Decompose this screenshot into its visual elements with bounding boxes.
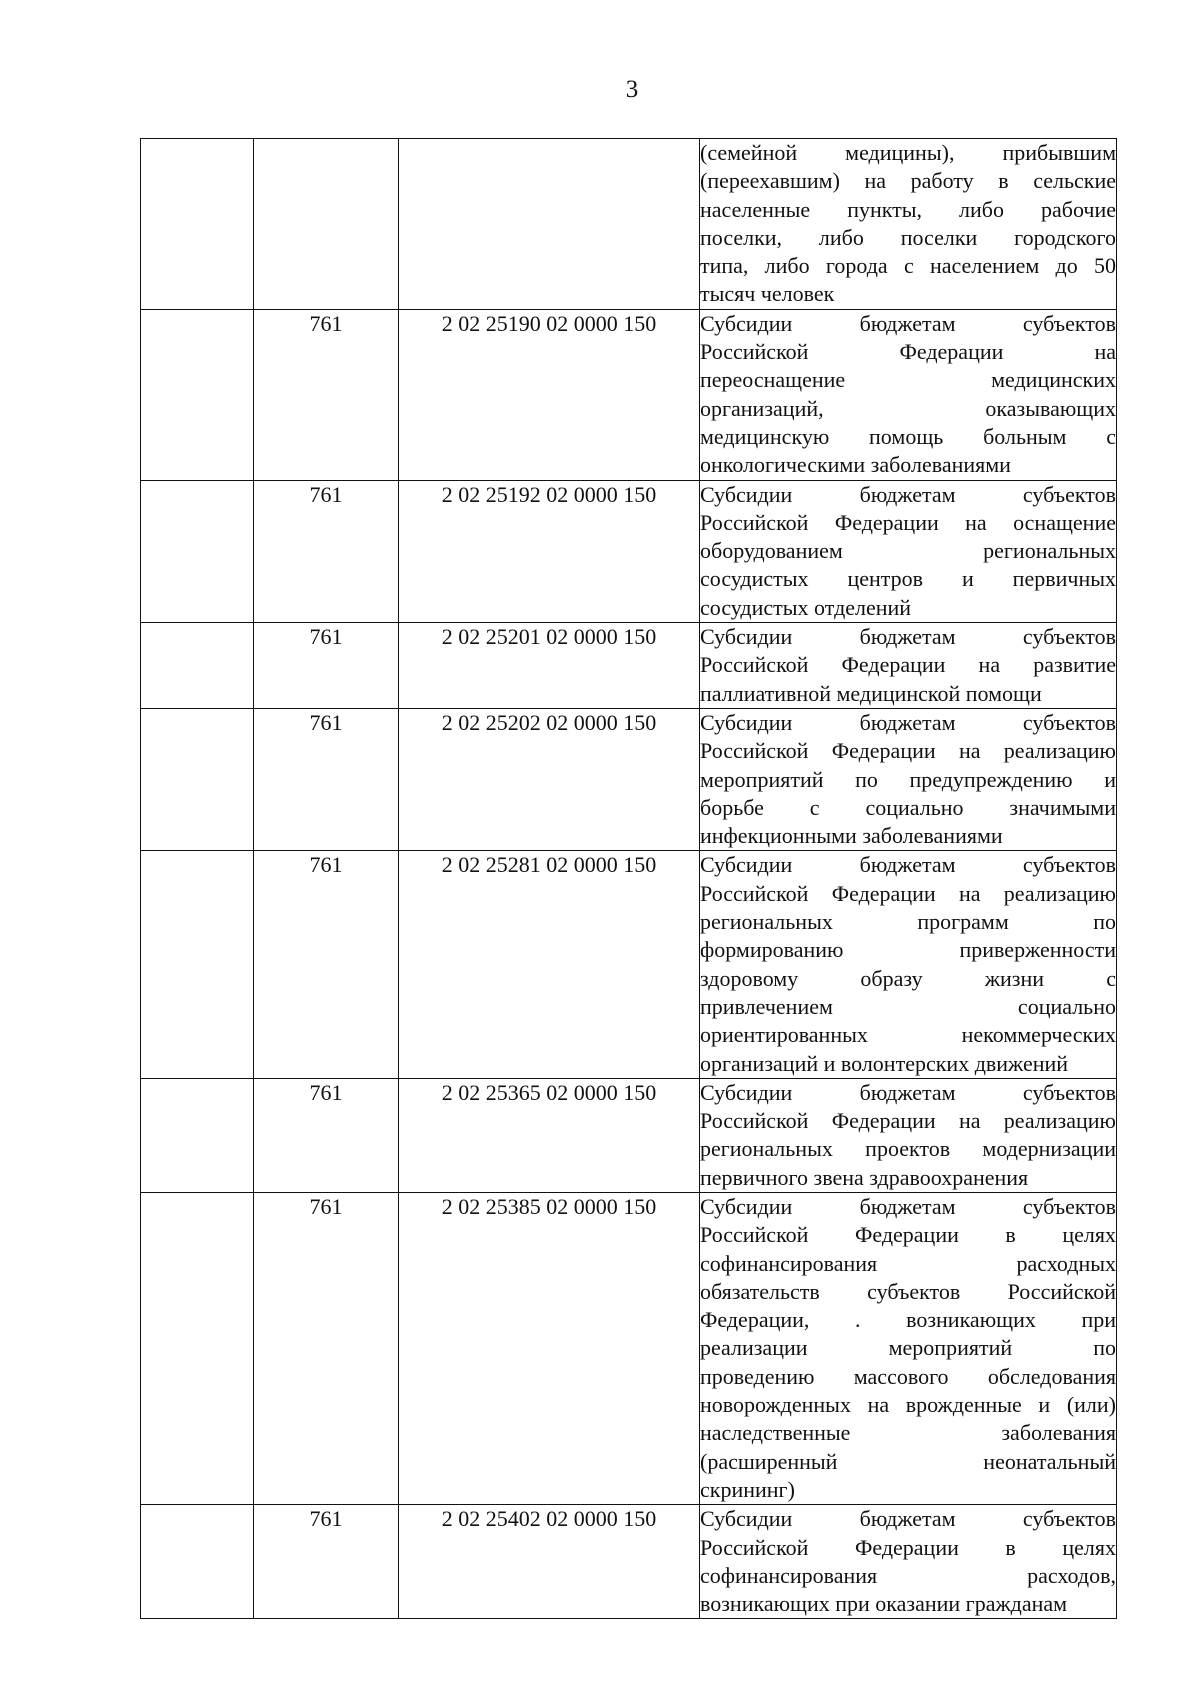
income-name-line: организаций и волонтерских движений [700, 1050, 1069, 1076]
income-name-line: Субсидии бюджетам субъектов [700, 310, 1116, 336]
income-name-line: сосудистых отделений [700, 594, 912, 620]
budget-code-cell [399, 139, 700, 310]
income-name-line: Субсидии бюджетам субъектов [700, 1193, 1116, 1219]
income-name-line: населенные пункты, либо рабочие [700, 196, 1116, 222]
income-name-cell [700, 139, 1117, 310]
income-name-line: медицинскую помощь больным с [700, 423, 1116, 449]
income-name-line: инфекционными заболеваниями [700, 823, 1003, 849]
income-name-line: Российской Федерации в целях [700, 1222, 1116, 1248]
empty-cell [141, 1505, 254, 1619]
income-name-line: новорожденных на врожденные и (или) [700, 1392, 1116, 1418]
income-name-line: мероприятий по предупреждению и [700, 766, 1116, 792]
income-name-line: Федерации, . возникающих при [700, 1307, 1116, 1333]
income-name-cell [700, 851, 1117, 1078]
table-row [141, 623, 1117, 709]
income-name-line: проведению массового обследования [700, 1363, 1116, 1389]
budget-code-cell: 2 02 25190 02 0000 150 [399, 309, 700, 480]
income-name-line: возникающих при оказании гражданам [700, 1591, 1068, 1617]
income-name-line: борьбе с социально значимыми [700, 794, 1116, 820]
admin-code-cell: 761 [254, 708, 399, 850]
income-name-line: формированию приверженности [700, 937, 1116, 963]
income-name-line: переоснащение медицинских [700, 367, 1116, 393]
empty-cell [141, 139, 254, 310]
income-name-line: Субсидии бюджетам субъектов [700, 1079, 1116, 1105]
income-name-cell [700, 1505, 1117, 1619]
admin-code-cell: 761 [254, 1192, 399, 1504]
income-name-line: Российской Федерации на реализацию [700, 880, 1116, 906]
income-name-cell [700, 1192, 1117, 1504]
table-row [141, 1078, 1117, 1192]
income-name-line: онкологическими заболеваниями [700, 452, 1011, 478]
income-name-line: поселки, либо поселки городского [700, 224, 1116, 250]
admin-code-cell: 761 [254, 623, 399, 709]
income-name-line: софинансирования расходных [700, 1250, 1116, 1276]
empty-cell [141, 480, 254, 622]
income-name-cell [700, 309, 1117, 480]
empty-cell [141, 1192, 254, 1504]
budget-code-cell: 2 02 25281 02 0000 150 [399, 851, 700, 1078]
admin-code-cell: 761 [254, 480, 399, 622]
income-name-line: (расширенный неонатальный [700, 1448, 1116, 1474]
income-name-line: первичного звена здравоохранения [700, 1164, 1029, 1190]
budget-code-cell: 2 02 25202 02 0000 150 [399, 708, 700, 850]
empty-cell [141, 309, 254, 480]
empty-cell [141, 851, 254, 1078]
income-name-line: Субсидии бюджетам субъектов [700, 709, 1116, 735]
income-name-line: (семейной медицины), прибывшим [700, 140, 1116, 165]
income-name-line: скрининг) [700, 1476, 795, 1502]
income-name-line: Российской Федерации на реализацию [700, 738, 1116, 764]
table-row [141, 309, 1117, 480]
income-name-line: наследственные заболевания [700, 1420, 1116, 1446]
table-row [141, 139, 1117, 310]
budget-code-cell: 2 02 25385 02 0000 150 [399, 1192, 700, 1504]
income-name-line: Российской Федерации на [700, 339, 1116, 365]
income-name-line: (переехавшим) на работу в сельские [700, 168, 1116, 194]
income-name-line: Субсидии бюджетам субъектов [700, 852, 1116, 878]
income-name-line: Российской Федерации на реализацию [700, 1108, 1116, 1134]
table-row [141, 1505, 1117, 1619]
income-name-line: Субсидии бюджетам субъектов [700, 624, 1116, 650]
income-name-cell [700, 480, 1117, 622]
admin-code-cell [254, 139, 399, 310]
table-row [141, 708, 1117, 850]
income-name-line: Российской Федерации на оснащение [700, 509, 1116, 535]
income-name-line: ориентированных некоммерческих [700, 1022, 1116, 1048]
income-name-line: паллиативной медицинской помощи [700, 680, 1042, 706]
income-name-line: софинансирования расходов, [700, 1562, 1116, 1588]
income-codes-table [140, 138, 1117, 1619]
income-name-line: типа, либо города с населением до 50 [700, 253, 1116, 279]
income-name-line: Субсидии бюджетам субъектов [700, 1506, 1116, 1532]
empty-cell [141, 1078, 254, 1192]
income-name-line: региональных программ по [700, 909, 1116, 935]
admin-code-cell: 761 [254, 1078, 399, 1192]
income-name-line: региональных проектов модернизации [700, 1136, 1116, 1162]
income-name-line: привлечением социально [700, 993, 1116, 1019]
budget-code-cell: 2 02 25201 02 0000 150 [399, 623, 700, 709]
page-number: 3 [625, 76, 639, 103]
income-name-line: организаций, оказывающих [700, 395, 1116, 421]
empty-cell [141, 623, 254, 709]
income-name-cell [700, 1078, 1117, 1192]
table-row [141, 480, 1117, 622]
income-name-cell [700, 708, 1117, 850]
admin-code-cell: 761 [254, 309, 399, 480]
income-name-line: сосудистых центров и первичных [700, 566, 1116, 592]
admin-code-cell: 761 [254, 851, 399, 1078]
income-name-line: Российской Федерации в целях [700, 1534, 1116, 1560]
admin-code-cell: 761 [254, 1505, 399, 1619]
budget-code-cell: 2 02 25402 02 0000 150 [399, 1505, 700, 1619]
income-name-line: здоровому образу жизни с [700, 965, 1116, 991]
income-name-line: реализации мероприятий по [700, 1335, 1116, 1361]
income-name-line: Субсидии бюджетам субъектов [700, 481, 1116, 507]
empty-cell [141, 708, 254, 850]
income-name-line: Российской Федерации на развитие [700, 652, 1116, 678]
income-name-line: оборудованием региональных [700, 538, 1116, 564]
budget-code-cell: 2 02 25365 02 0000 150 [399, 1078, 700, 1192]
budget-code-cell: 2 02 25192 02 0000 150 [399, 480, 700, 622]
income-name-line: тысяч человек [700, 281, 835, 307]
table-row [141, 1192, 1117, 1504]
income-name-line: обязательств субъектов Российской [700, 1278, 1116, 1304]
table-row [141, 851, 1117, 1078]
income-name-cell [700, 623, 1117, 709]
